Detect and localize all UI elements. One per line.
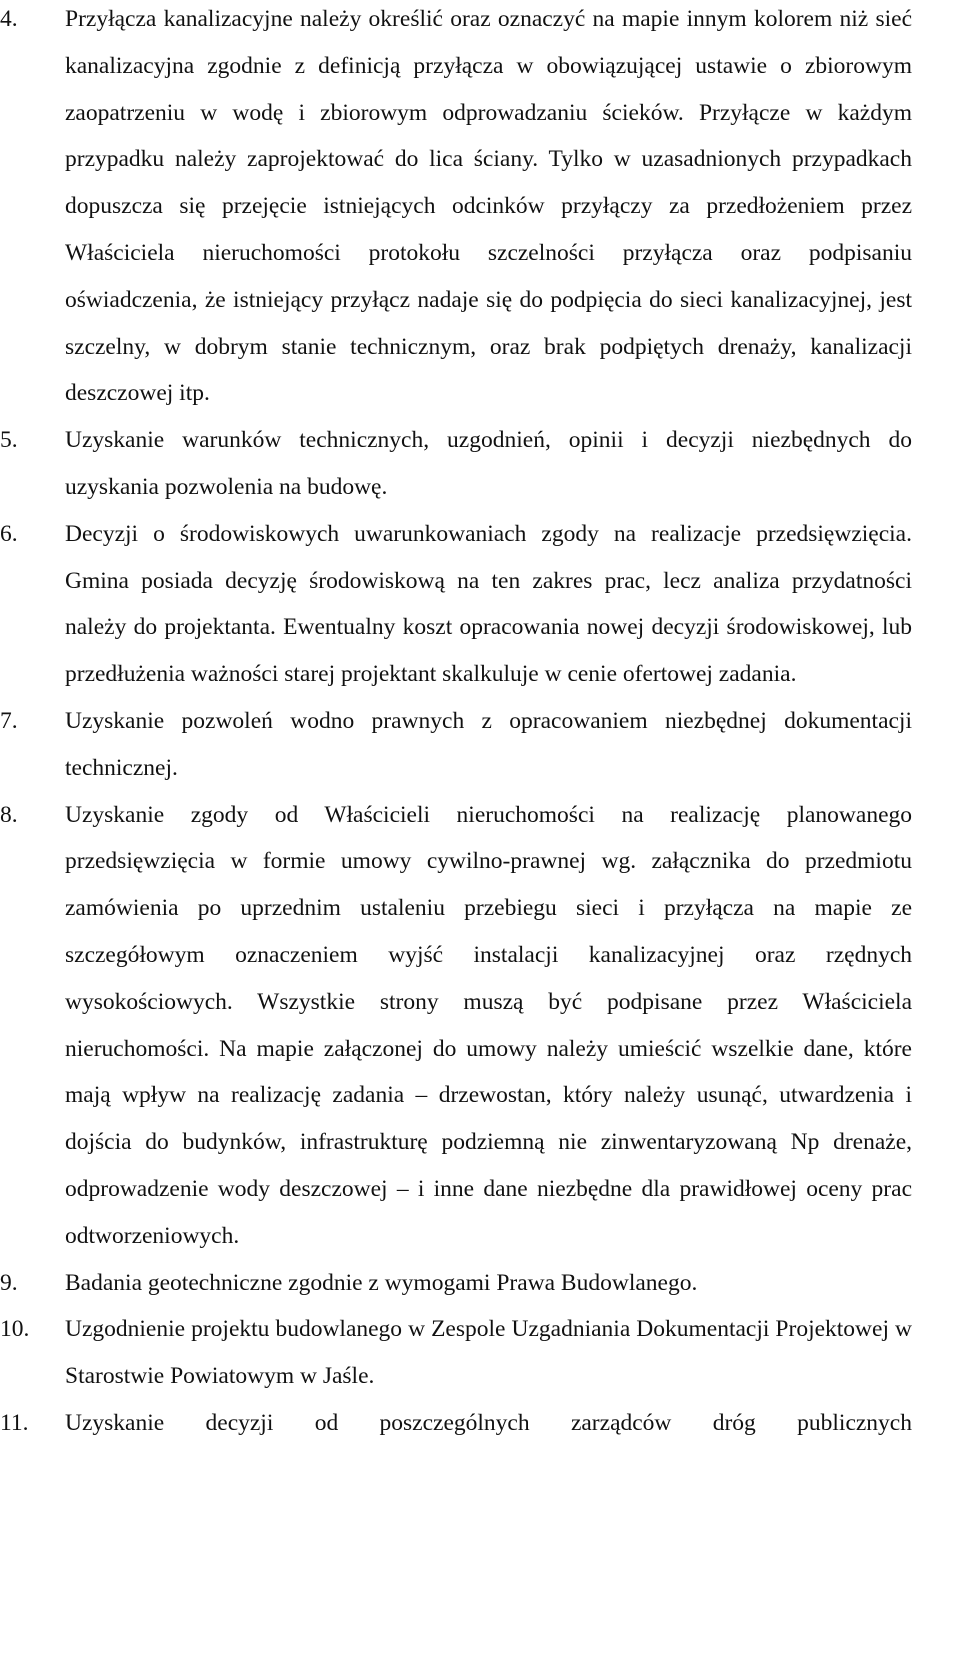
item-number: 7.	[0, 707, 18, 734]
item-text: Uzyskanie decyzji od poszczególnych zarządców dróg publicznych	[65, 1409, 912, 1436]
list-item-6	[0, 511, 912, 698]
list-item-11	[0, 1400, 912, 1447]
item-number: 5.	[0, 427, 18, 454]
item-number: 8.	[0, 801, 18, 828]
list-item-9	[0, 1260, 912, 1307]
list-item-7	[0, 698, 912, 792]
item-text: Uzyskanie warunków technicznych, uzgodnień, opinii i decyzji niezbędnych do uzyskania pozwolenia na budowę.	[65, 427, 912, 500]
item-text: Decyzji o środowiskowych uwarunkowaniach zgody na realizacje przedsięwzięcia. Gmina posiada decyzję środowiskową na ten zakres prac, lecz analiza przydatności należy do projektanta. Ewentualny koszt opracowania nowej decyzji środowiskowej, lub przedłużenia ważności starej projektant skalkuluje w cenie ofertowej zadania.	[65, 520, 912, 688]
list-item-10	[0, 1306, 912, 1400]
item-number: 10.	[0, 1316, 30, 1343]
item-number: 6.	[0, 520, 18, 547]
item-text: Badania geotechniczne zgodnie z wymogami Prawa Budowlanego.	[65, 1269, 698, 1296]
list-item-8	[0, 792, 912, 1260]
item-text: Uzyskanie zgody od Właścicieli nieruchomości na realizację planowanego przedsięwzięcia w formie umowy cywilno-prawnej wg. załącznika do przedmiotu zamówienia po uprzednim ustaleniu przebiegu sieci i przyłącza na mapie ze szczegółowym oznaczeniem wyjść instalacji kanalizacyjnej oraz rzędnych wysokościowych. Wszystkie strony muszą być podpisane przez Właściciela nieruchomości. Na mapie załączonej do umowy należy umieścić wszelkie dane, które mają wpływ na realizację zadania – drzewostan, który należy usunąć, utwardzenia i dojścia do budynków, infrastrukturę podziemną nie zinwentaryzowaną Np drenaże, odprowadzenie wody deszczowej – i inne dane niezbędne dla prawidłowej oceny prac odtworzeniowych.	[65, 801, 912, 1249]
item-text: Uzyskanie pozwoleń wodno prawnych z opracowaniem niezbędnej dokumentacji technicznej.	[65, 707, 912, 781]
item-number: 4.	[0, 6, 18, 32]
item-text: Przyłącza kanalizacyjne należy określić oraz oznaczyć na mapie innym kolorem niż sieć kanalizacyjna zgodnie z definicją przyłącza w obowiązującej ustawie o zbiorowym zaopatrzeniu w wodę i zbiorowym odprowadzaniu ścieków. Przyłącze w każdym przypadku należy zaprojektować do lica ściany. Tylko w uzasadnionych przypadkach dopuszcza się przejęcie istniejących odcinków przyłączy za przedłożeniem przez Właściciela nieruchomości protokołu szczelności przyłącza oraz podpisaniu oświadczenia, że istniejący przyłącz nadaje się do podpięcia do sieci kanalizacyjnej, jest szczelny, w dobrym stanie technicznym, oraz brak podpiętych drenaży, kanalizacji deszczowej itp.	[65, 6, 912, 407]
item-number: 11.	[0, 1409, 29, 1436]
list-item-5	[0, 417, 912, 511]
item-number: 9.	[0, 1269, 18, 1296]
item-text: Uzgodnienie projektu budowlanego w Zespole Uzgadniania Dokumentacji Projektowej w Starostwie Powiatowym w Jaśle.	[65, 1316, 912, 1390]
list-item-4	[0, 0, 912, 417]
